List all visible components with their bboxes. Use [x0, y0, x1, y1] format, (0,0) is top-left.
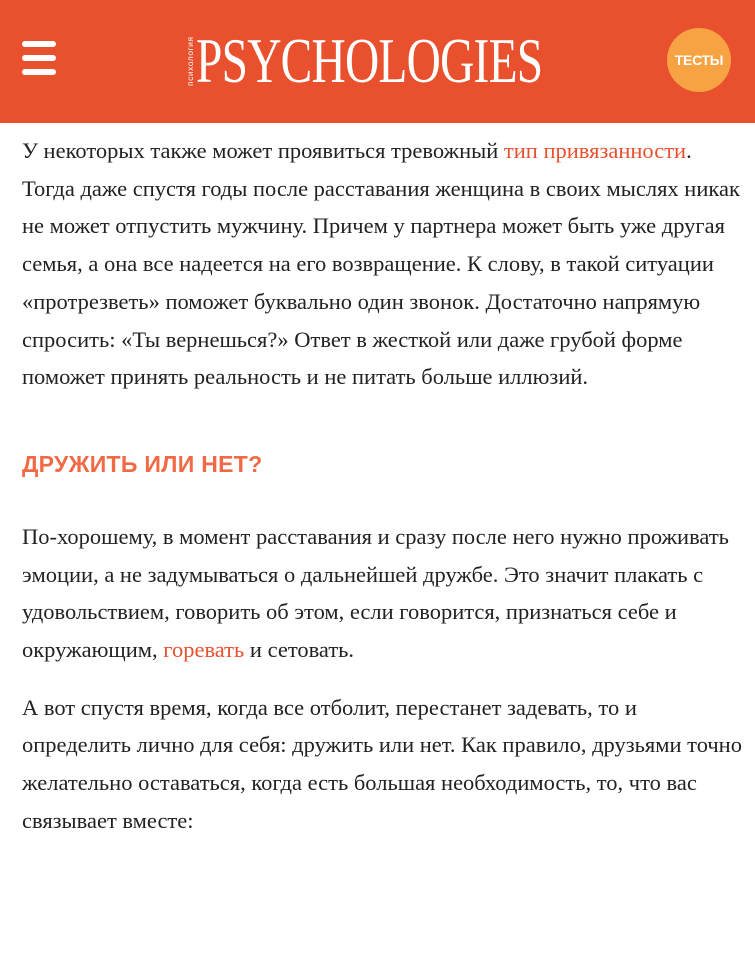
logo-subtitle: психология [185, 36, 195, 86]
article-paragraph [22, 132, 742, 396]
paragraph-text: У некоторых также может проявиться тревожный [22, 138, 504, 163]
tests-button[interactable]: ТЕСТЫ [667, 28, 731, 92]
logo-wordmark: PSYCHOLOGIES [196, 25, 543, 96]
attachment-type-link[interactable]: тип привязанности [503, 138, 687, 163]
site-logo[interactable] [183, 27, 543, 95]
hamburger-menu-icon[interactable] [22, 41, 56, 75]
top-header [0, 0, 755, 123]
grieve-link[interactable]: горевать [163, 637, 245, 663]
article-body [22, 132, 742, 840]
article-paragraph: А вот спустя время, когда все отболит, перестанет задевать, то и определить лично для себя: дружить или нет. Как правило, друзьями точно желательно оставаться, когда есть большая необходимость, то, что вас связывает вместе: [22, 694, 742, 833]
article-paragraph [22, 518, 742, 669]
paragraph-text: По-хорошему, в момент расставания и сразу после него нужно проживать эмоции, а не задумываться о дальнейшей дружбе. Это значит плакать с удовольствием, говорить об этом, если говорится, признаться себе и окружающим, [22, 523, 729, 663]
paragraph-text: . Тогда даже спустя годы после расставания женщина в своих мыслях никак не может отпустить мужчину. Причем у партнера может быть уже другая семья, а она все надеется на его возвращение. К слову, в такой ситуации «протрезветь» поможет буквально один звонок. Достаточно напрямую спросить: «Ты вернешься?» Ответ в жесткой или даже грубой форме поможет принять реальность и не питать больше иллюзий. [22, 138, 740, 390]
section-heading: ДРУЖИТЬ ИЛИ НЕТ? [22, 450, 263, 477]
paragraph-text: и сетовать. [244, 637, 355, 663]
